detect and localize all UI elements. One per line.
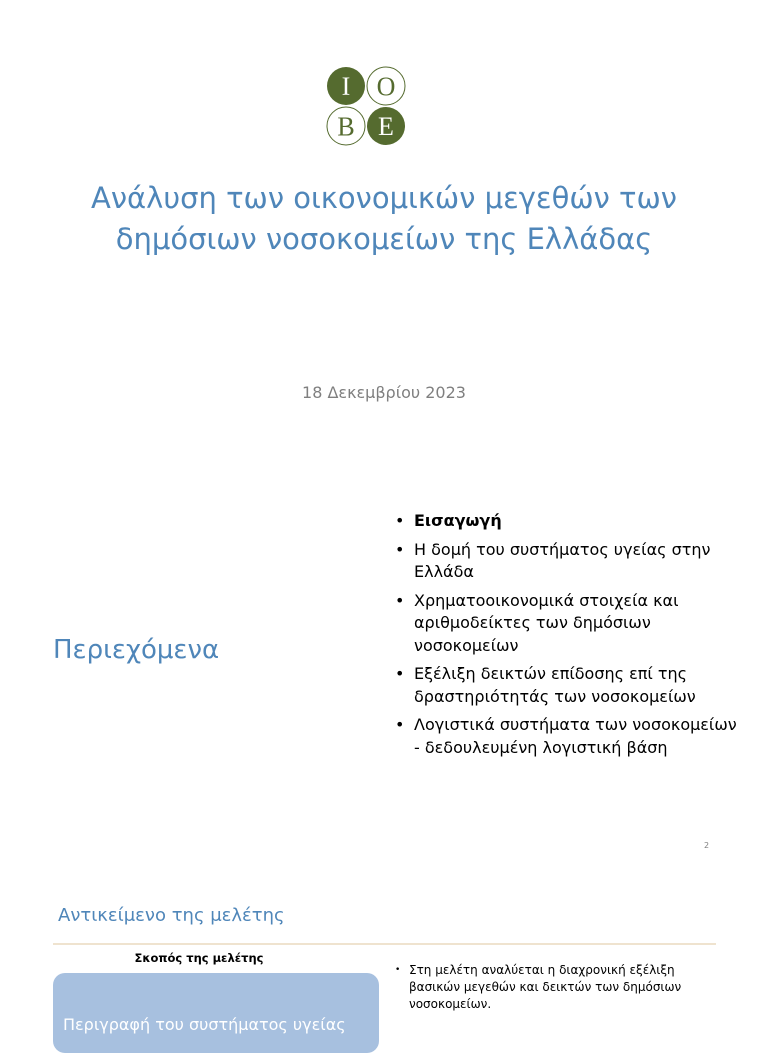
bullet-icon: • xyxy=(395,715,405,734)
bullet-icon: • xyxy=(395,590,405,610)
bullet-icon: • xyxy=(395,664,405,683)
purpose-box xyxy=(53,973,379,1053)
logo-letter-beta: Β xyxy=(337,112,355,141)
contents-item-health-system xyxy=(395,539,740,584)
logo-letter-omicron: Ο xyxy=(376,72,396,101)
heading-divider xyxy=(53,943,716,945)
contents-heading: Περιεχόμενα xyxy=(53,635,220,665)
contents-item-label: Χρηματοοικονομικά στοιχεία και αριθμοδείκτες των δημόσιων νοσοκομείων xyxy=(414,590,679,655)
contents-item-accounting-systems xyxy=(395,714,740,759)
bullet-icon: • xyxy=(395,539,405,559)
iobe-logo xyxy=(326,66,406,146)
purpose-box-text: Περιγραφή του συστήματος υγείας xyxy=(63,1015,346,1034)
logo-letter-iota: Ι xyxy=(341,72,351,101)
document-date: 18 Δεκεμβρίου 2023 xyxy=(302,383,466,402)
subject-slide xyxy=(0,864,768,1034)
subject-heading: Αντικείμενο της μελέτης xyxy=(58,905,285,926)
study-description-text: Στη μελέτη αναλύεται η διαχρονική εξέλιξη βασικών μεγεθών και δεικτών των δημόσιων νοσοκομείων. xyxy=(409,963,682,1011)
bullet-icon: • xyxy=(395,511,405,530)
contents-item-label: Η δομή του συστήματος υγείας στην Ελλάδα xyxy=(414,539,711,581)
contents-slide xyxy=(0,432,768,864)
contents-item-label: Λογιστικά συστήματα των νοσοκομείων - δεδουλευμένη λογιστική βάση xyxy=(414,715,737,757)
purpose-label: Σκοπός της μελέτης xyxy=(134,951,264,965)
contents-list xyxy=(395,510,740,765)
contents-item-introduction xyxy=(395,510,740,533)
title-line-1: Ανάλυση των οικονομικών μεγεθών των xyxy=(91,181,677,215)
contents-item-financial-data xyxy=(395,590,740,658)
logo-letter-epsilon: Ε xyxy=(378,112,394,141)
title-slide xyxy=(0,0,768,432)
contents-item-label: Εισαγωγή xyxy=(414,511,502,530)
title-line-2: δημόσιων νοσοκομείων της Ελλάδας xyxy=(115,222,653,256)
study-description-bullet xyxy=(395,962,729,1013)
document-title xyxy=(40,178,728,260)
contents-item-performance-indicators xyxy=(395,663,740,708)
page-number: 2 xyxy=(704,841,710,850)
contents-item-label: Εξέλιξη δεικτών επίδοσης επί της δραστηριότητάς των νοσοκομείων xyxy=(414,664,696,706)
bullet-icon: • xyxy=(395,965,401,975)
